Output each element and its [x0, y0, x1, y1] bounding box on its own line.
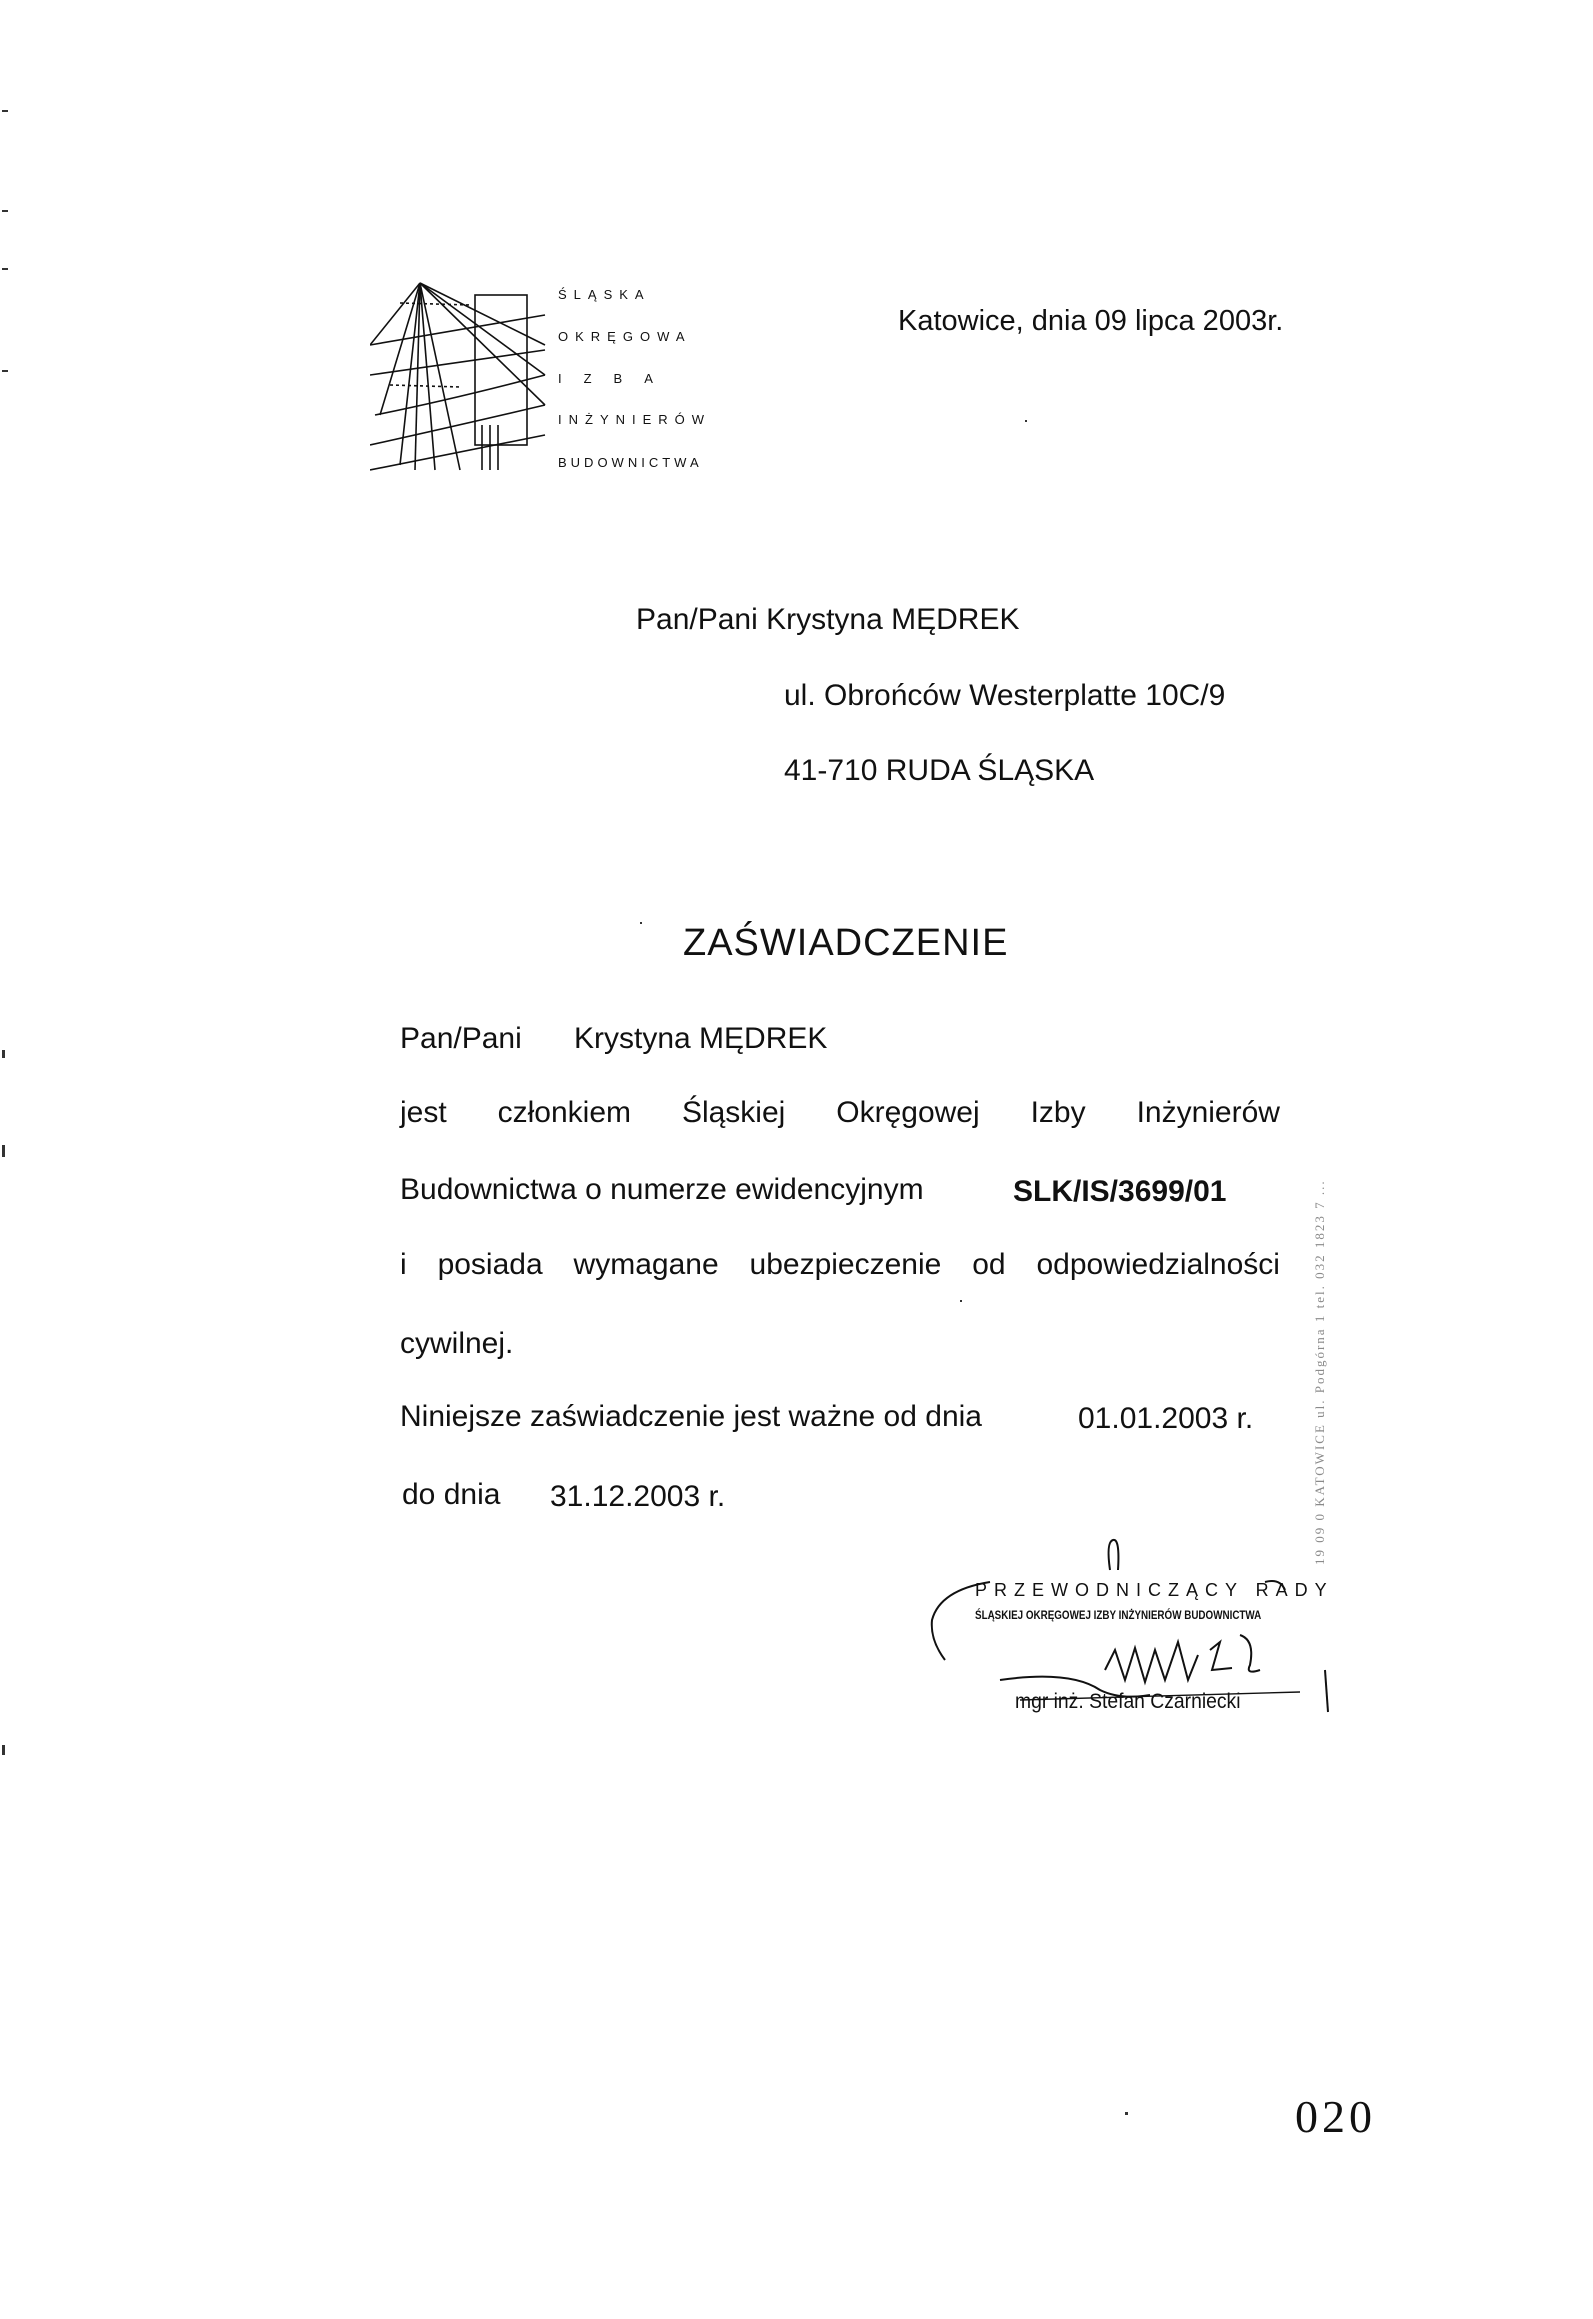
validity-to-label: do dnia	[402, 1478, 501, 1511]
validity-from-label: Niniejsze zaświadczenie jest ważne od dnia	[400, 1400, 982, 1433]
scan-speck	[640, 922, 642, 924]
recipient-street: ul. Obrońców Westerplatte 10C/9	[784, 679, 1226, 712]
scan-speck	[2, 110, 8, 112]
word: posiada	[437, 1248, 543, 1281]
logo-text-line: OKRĘGOWA	[558, 329, 692, 344]
word: Okręgowej	[836, 1096, 980, 1129]
page-title: ZAŚWIADCZENIE	[683, 922, 1009, 964]
registration-number: SLK/IS/3699/01	[1013, 1175, 1227, 1208]
stamp-subtitle: ŚLĄSKIEJ OKRĘGOWEJ IZBY INŻYNIERÓW BUDOWNICTWA	[975, 1608, 1262, 1622]
scan-speck	[2, 1745, 5, 1755]
word: i	[400, 1248, 407, 1281]
recipient-city: 41-710 RUDA ŚLĄSKA	[784, 754, 1095, 787]
body-line-membership	[400, 1096, 1280, 1130]
scan-speck	[2, 210, 8, 212]
word: członkiem	[497, 1096, 631, 1129]
body-line-insurance	[400, 1248, 1280, 1282]
page-number: 020	[1295, 2091, 1376, 2142]
logo-text-line: INŻYNIERÓW	[558, 412, 712, 427]
word: Inżynierów	[1136, 1096, 1280, 1129]
word: wymagane	[573, 1248, 719, 1281]
word: odpowiedzialności	[1036, 1248, 1280, 1281]
logo-text-line: ŚLĄSKA	[558, 287, 651, 302]
scan-speck	[960, 1300, 962, 1302]
word: Izby	[1030, 1096, 1086, 1129]
valid-from-date: 01.01.2003 r.	[1078, 1402, 1254, 1435]
recipient-name: Pan/Pani Krystyna MĘDREK	[636, 603, 1020, 636]
place-date: Katowice, dnia 09 lipca 2003r.	[898, 305, 1284, 337]
person-name: Krystyna MĘDREK	[574, 1022, 828, 1055]
word: jest	[400, 1096, 447, 1129]
scan-speck	[2, 1145, 5, 1157]
word: od	[972, 1248, 1006, 1281]
scan-speck	[2, 370, 8, 372]
scan-speck	[1125, 2112, 1128, 2115]
logo-text-line: BUDOWNICTWA	[558, 455, 703, 470]
body-line-civil: cywilnej.	[400, 1327, 514, 1360]
scan-speck	[1025, 420, 1027, 422]
logo-text-line: IZBA	[558, 371, 675, 386]
stamp-title: PRZEWODNICZĄCY RADY	[975, 1580, 1334, 1600]
scan-speck	[2, 268, 8, 270]
salutation: Pan/Pani	[400, 1022, 522, 1055]
logo-icon	[370, 275, 550, 475]
body-line-registry: Budownictwa o numerze ewidencyjnym	[400, 1173, 924, 1206]
word: ubezpieczenie	[749, 1248, 942, 1281]
signatory-name: mgr inż. Stefan Czarniecki	[1015, 1690, 1241, 1713]
valid-to-date: 31.12.2003 r.	[550, 1480, 726, 1513]
margin-stamp: 19 09 0 KATOWICE ul. Podgórna 1 tel. 032 1823 7 ...	[1312, 1179, 1327, 1565]
word: Śląskiej	[681, 1096, 786, 1129]
scan-speck	[2, 1050, 5, 1058]
